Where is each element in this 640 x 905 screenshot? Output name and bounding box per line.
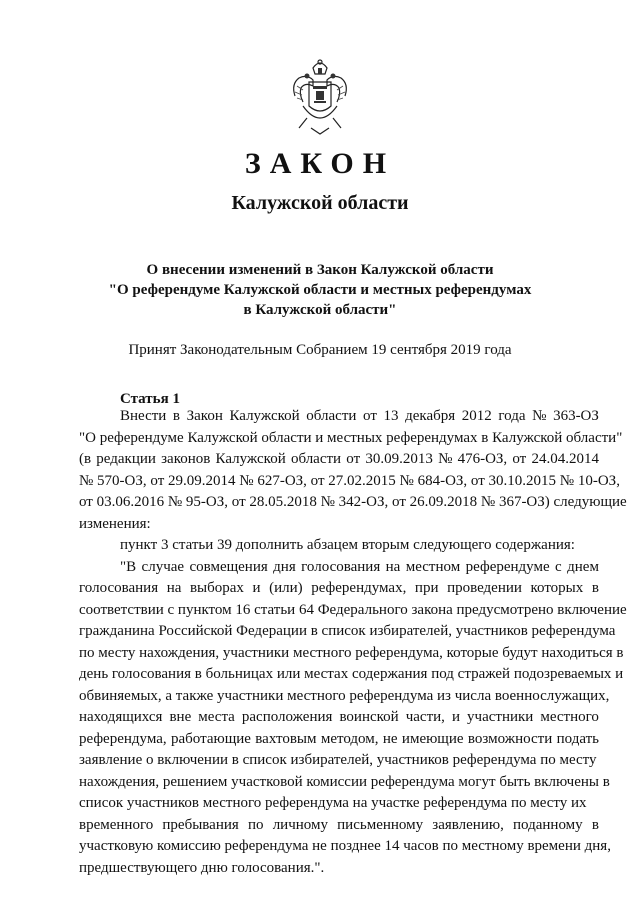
word: вахтовым — [255, 730, 317, 747]
word: голосования — [79, 580, 159, 596]
word: случае — [141, 558, 185, 575]
word: и — [252, 580, 261, 596]
word: 363-ОЗ — [553, 408, 599, 424]
word: в — [591, 816, 599, 833]
text-line: заявление о включении в список избирателей, участников референдума по месту — [79, 752, 597, 768]
word: года — [498, 408, 526, 424]
word: от — [363, 408, 377, 424]
word: области — [290, 451, 342, 467]
word: места — [198, 709, 235, 725]
word: голосования — [301, 558, 381, 575]
word: находящихся — [79, 709, 163, 725]
word: проведении — [447, 580, 522, 596]
text-line — [79, 815, 599, 837]
article-body — [79, 406, 627, 879]
word: декабря — [405, 408, 456, 424]
word: 24.04.2014 — [531, 451, 599, 467]
word: Калужской — [229, 408, 300, 424]
word: методом, — [320, 730, 379, 747]
text-line: "О референдуме Калужской области и местных референдумах в Калужской области" — [79, 429, 623, 446]
word: на — [166, 580, 182, 596]
word: 2012 — [461, 408, 492, 424]
paragraph-2 — [79, 535, 599, 557]
word: участники — [467, 709, 534, 725]
word: на — [385, 558, 401, 575]
text-line: от 03.06.2016 № 95-ОЗ, от 28.05.2018 № 342-ОЗ, от 26.09.2018 № 367-ОЗ) следующие — [79, 494, 627, 510]
word: области — [306, 408, 357, 424]
article-heading: Статья 1 — [120, 391, 180, 407]
text-line: нахождения, решением участковой комиссии референдума могут быть включены в — [79, 773, 610, 790]
text-line: № 570-ОЗ, от 29.09.2014 № 627-ОЗ, от 27.02.2015 № 684-ОЗ, от 30.10.2015 № 10-ОЗ, — [79, 472, 620, 489]
text-line — [79, 449, 599, 471]
word: днем — [567, 558, 599, 575]
text-line — [79, 707, 599, 729]
text-line: участковую комиссию референдума не позднее 14 часов по местному времени дня, — [79, 838, 611, 854]
document-region: Калужской области — [231, 192, 409, 214]
word: расположения — [241, 709, 333, 725]
word: законов — [161, 451, 211, 467]
text-line — [79, 578, 599, 600]
word: работающие — [171, 730, 251, 747]
word: имеющие — [401, 730, 464, 747]
text-line: соответствии с пунктом 16 статьи 64 Федерального закона предусмотрено включение — [79, 601, 627, 618]
word: "В — [120, 558, 137, 575]
text-line — [79, 557, 599, 579]
word: референдумах, — [311, 580, 407, 596]
word: личному — [272, 816, 328, 833]
text-line — [79, 406, 599, 428]
text-line: предшествующего дню голосования.". — [79, 859, 325, 876]
text-line: пункт 3 статьи 39 дополнить абзацем вторым следующего содержания: — [120, 537, 575, 553]
word: 476-ОЗ, — [457, 451, 508, 467]
text-line — [79, 729, 599, 751]
word: редакции — [96, 451, 156, 467]
word: в — [591, 580, 599, 596]
word: подать — [556, 730, 599, 747]
subject-line: О внесении изменений в Закон Калужской области — [146, 262, 494, 278]
text-line: обвиняемых, а также участники местного референдума из числа военнослужащих, — [79, 687, 610, 704]
word: временного — [79, 816, 154, 833]
text-line: день голосования в больницах или местах содержания под стражей подозреваемых и — [79, 666, 624, 682]
word: не — [382, 730, 398, 747]
word: и — [451, 709, 460, 725]
word: от — [512, 451, 527, 467]
word: Калужской — [215, 451, 286, 467]
word: в — [172, 408, 181, 424]
word: по — [247, 816, 264, 833]
paragraph-3 — [79, 557, 627, 880]
subject-line: в Калужской области" — [243, 302, 397, 318]
word: вне — [169, 709, 192, 725]
word: 30.09.2013 — [365, 451, 433, 467]
word: референдума, — [79, 730, 167, 747]
word: референдуме — [465, 558, 550, 575]
word: Внести — [120, 408, 167, 424]
text-line: по месту нахождения, участники местного референдума, которые будут находиться в — [79, 644, 624, 661]
coat-of-arms-emblem — [289, 56, 351, 136]
word: № — [438, 451, 453, 467]
word: поданному — [513, 816, 583, 833]
word: совмещения — [189, 558, 268, 575]
paragraph-1 — [79, 406, 627, 535]
adoption-line: Принят Законодательным Собранием 19 сентября 2019 года — [128, 342, 512, 358]
subject-line: "О референдуме Калужской области и местных референдумах — [108, 282, 532, 298]
word: местного — [540, 709, 599, 725]
word: заявлению, — [432, 816, 504, 833]
word: от — [346, 451, 361, 467]
word: с — [555, 558, 562, 575]
word: части, — [405, 709, 445, 725]
word: пребывания — [162, 816, 239, 833]
word: воинской — [339, 709, 399, 725]
word: (или) — [269, 580, 303, 596]
word: (в — [79, 451, 92, 467]
word: № — [532, 408, 547, 424]
word: которых — [530, 580, 584, 596]
word: при — [414, 580, 439, 596]
word: возможности — [467, 730, 553, 747]
document-subject — [0, 260, 640, 320]
text-line: список участников местного референдума на участке референдума по месту их — [79, 795, 587, 811]
word: местном — [405, 558, 461, 575]
word: 13 — [383, 408, 399, 424]
text-line: гражданина Российской Федерации в список избирателей, участников референдума — [79, 623, 616, 639]
document-title: ЗАКОН — [244, 147, 396, 180]
word: Закон — [186, 408, 223, 424]
word: выборах — [189, 580, 244, 596]
word: дня — [273, 558, 296, 575]
word: письменному — [337, 816, 424, 833]
text-line: изменения: — [79, 515, 151, 532]
